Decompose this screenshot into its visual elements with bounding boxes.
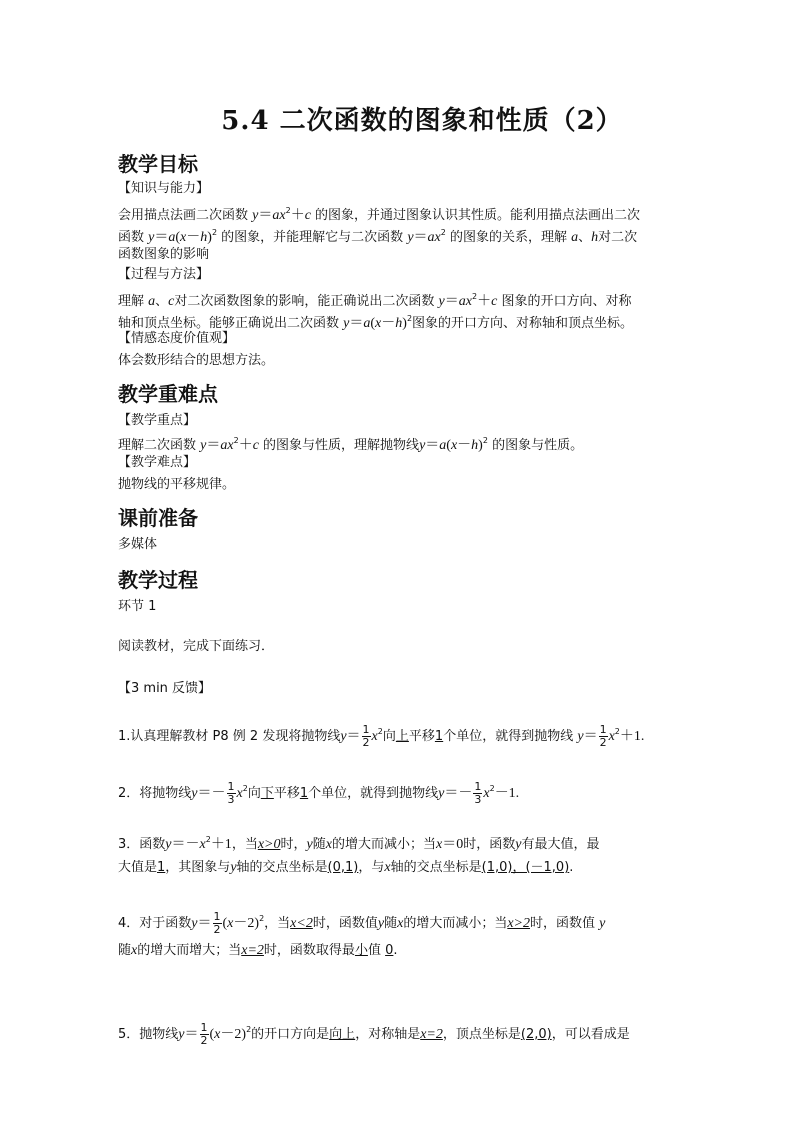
- knowledge-line-3: 函数图象的影响: [118, 247, 210, 262]
- attitude-text: 体会数形结合的思想方法。: [118, 353, 275, 368]
- knowledge-line-1: 会用描点法画二次函数 $y=ax^2+c$ 的图象，并通过图象认识其性质。能利用描点法画出二次: [118, 206, 641, 223]
- process-method-label: 【过程与方法】: [118, 267, 210, 282]
- process-method-line-1: 理解 a、c对二次函数图象的影响，能正确说出二次函数 $y=ax^2+c$ 图象的开口方向、对称: [118, 292, 632, 309]
- exercise-4-line-2: 随x的增大而增大；当x=2时，函数取得最小值 0.: [118, 943, 398, 958]
- exercise-2: 2．将抛物线y＝－ $\frac{1}{3}$ $x^2$向下平移1个单位，就得到抛物线y＝－ $\frac{1}{3}$ $x^2-1$.: [118, 780, 520, 806]
- section-heading-preparation: 课前准备: [118, 506, 198, 530]
- section-heading-objectives: 教学目标: [118, 152, 198, 176]
- section-heading-key-points: 教学重难点: [118, 382, 218, 406]
- attitude-label: 【情感态度价值观】: [118, 331, 236, 346]
- focus-text: 理解二次函数 $y=ax^2+c$ 的图象与性质，理解抛物线$y=a(x-h)^2$ 的图象与性质。: [118, 436, 584, 453]
- process-method-line-2: 轴和顶点坐标。能够正确说出二次函数 $y=a(x-h)^2$图象的开口方向、对称轴和顶点坐标。: [118, 314, 634, 331]
- knowledge-line-2: 函数 $y=a(x-h)^2$ 的图象，并能理解它与二次函数 $y=ax^2$ 的图象的关系，理解 a、h对二次: [118, 228, 638, 245]
- section-heading-process: 教学过程: [118, 568, 198, 592]
- feedback-label: 【3 min 反馈】: [118, 681, 212, 696]
- difficulty-label: 【教学难点】: [118, 455, 197, 470]
- exercise-5: 5．抛物线y＝ $\frac{1}{2}$ $(x-2)^2$的开口方向是向上，对称轴是x=2，顶点坐标是(2,0)，可以看成是: [118, 1021, 630, 1047]
- reading-instruction: 阅读教材，完成下面练习．: [118, 639, 275, 654]
- exercise-3-line-2: 大值是1，其图象与y轴的交点坐标是(0,1)，与x轴的交点坐标是(1,0)，(－1,0).: [118, 860, 574, 875]
- knowledge-label: 【知识与能力】: [118, 181, 210, 196]
- focus-label: 【教学重点】: [118, 413, 197, 428]
- exercise-4-line-1: 4．对于函数y＝ $\frac{1}{2}$ $(x-2)^2$，当x<2时，函数值y随x的增大而减小；当x>2时，函数值 y: [118, 910, 606, 936]
- step-label: 环节 1: [118, 599, 157, 614]
- preparation-text: 多媒体: [118, 537, 158, 552]
- page-title: 5.4 二次函数的图象和性质（2）: [221, 106, 623, 136]
- difficulty-text: 抛物线的平移规律。: [118, 477, 236, 492]
- exercise-1: 1.认真理解教材 P8 例 2 发现将抛物线y＝ $\frac{1}{2}$ $x^2$向上平移1个单位，就得到抛物线 y＝ $\frac{1}{2}$ $x^2+1$.: [118, 723, 645, 749]
- exercise-3-line-1: 3．函数$y=-x^2+1$，当x>0时，y随x的增大而减小；当x＝0时，函数y有最大值，最: [118, 835, 600, 852]
